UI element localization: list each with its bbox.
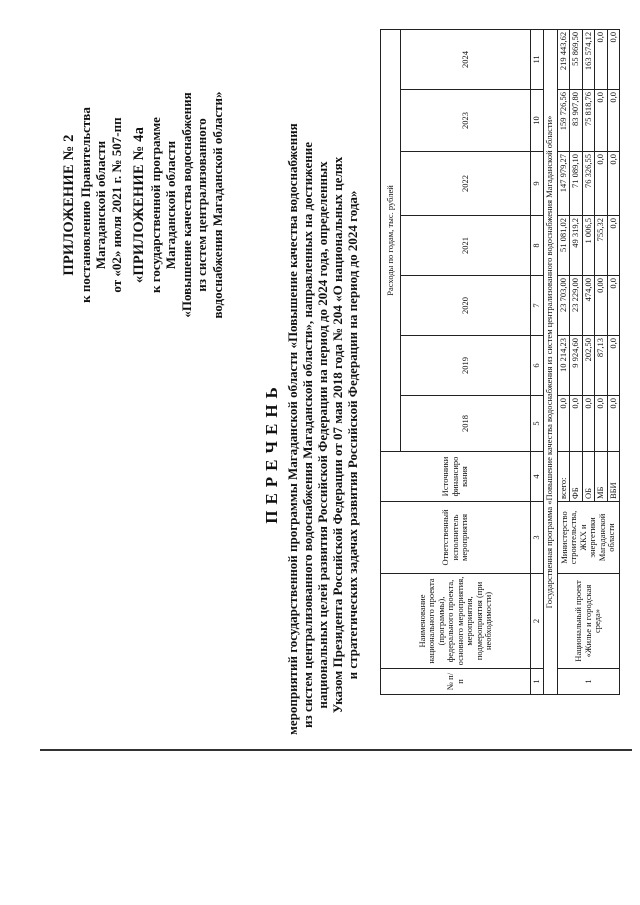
column-number: 2 bbox=[531, 574, 544, 669]
value-cell: 0,0 bbox=[607, 396, 620, 452]
value-cell: 0,0 bbox=[607, 276, 620, 336]
source-cell: ФБ bbox=[570, 452, 583, 502]
annex-block bbox=[62, 5, 225, 405]
program-row: Государственная программа «Повышение качества водоснабжения из систем централизованного водоснабжения Магаданской области» bbox=[543, 29, 557, 694]
project-executor: Министерство строительства, ЖКХ и энергетики Магаданской области bbox=[557, 502, 620, 574]
column-number: 8 bbox=[531, 216, 544, 276]
header-sources: Источники финансиро вания bbox=[381, 452, 531, 502]
value-cell: 755,32 bbox=[595, 216, 608, 276]
value-cell: 51 081,02 bbox=[557, 216, 570, 276]
value-cell: 87,13 bbox=[595, 336, 608, 396]
column-number: 7 bbox=[531, 276, 544, 336]
annex-line: к постановлению Правительства bbox=[77, 107, 93, 303]
value-cell: 71 089,10 bbox=[570, 152, 583, 216]
annex-title: ПРИЛОЖЕНИЕ № 2 bbox=[61, 134, 77, 276]
column-number: 10 bbox=[531, 90, 544, 152]
value-cell: 23 229,00 bbox=[570, 276, 583, 336]
document-title: ПЕРЕЧЕНЬ bbox=[262, 381, 281, 524]
source-cell: МБ bbox=[595, 452, 608, 502]
subtitle-line: Указом Президента Российской Федерации от 07 мая 2018 года № 204 «О национальных целях bbox=[330, 156, 345, 714]
subtitle-line: мероприятий государственной программы Магаданской области «Повышение качества водоснабжения bbox=[285, 123, 300, 735]
value-cell: 83 907,80 bbox=[570, 90, 583, 152]
scan-artifact-line bbox=[40, 749, 632, 751]
expenses-table bbox=[380, 29, 620, 695]
value-cell: 23 703,00 bbox=[557, 276, 570, 336]
value-cell: 0,0 bbox=[595, 90, 608, 152]
value-cell: 0,0 bbox=[595, 29, 608, 89]
value-cell: 0,0 bbox=[607, 152, 620, 216]
value-cell: 0,0 bbox=[607, 29, 620, 89]
header-year: 2021 bbox=[401, 216, 531, 276]
value-cell: 219 443,62 bbox=[557, 29, 570, 89]
annex-line: водоснабжения Магаданской области» bbox=[209, 91, 225, 319]
annex-line: из систем централизованного bbox=[194, 118, 209, 292]
value-cell: 9 924,60 bbox=[570, 336, 583, 396]
value-cell: 202,50 bbox=[582, 336, 595, 396]
table-row bbox=[557, 29, 570, 694]
header-year: 2024 bbox=[401, 29, 531, 89]
subtitle-line: из систем централизованного водоснабжения Магаданской области», направленных на достижение bbox=[300, 142, 315, 728]
annex-line: Магаданской области bbox=[93, 140, 108, 270]
subtitle-line: и стратегических задачах развития Российской Федерации на период до 2024 года» bbox=[345, 190, 360, 680]
header-year: 2023 bbox=[401, 90, 531, 152]
source-cell: всего: bbox=[557, 452, 570, 502]
value-cell: 0,0 bbox=[595, 152, 608, 216]
value-cell: 474,00 bbox=[582, 276, 595, 336]
value-cell: 0,0 bbox=[595, 396, 608, 452]
header-name: Наименование национального проекта (программы), федерального проекта, основного мероприятия, мероприятия, подмероприятия (при необходимости) bbox=[381, 574, 531, 669]
value-cell: 1 006,5 bbox=[582, 216, 595, 276]
column-number: 4 bbox=[531, 452, 544, 502]
project-name: Национальный проект «Жилье и городская среда» bbox=[557, 574, 620, 669]
value-cell: 76 326,55 bbox=[582, 152, 595, 216]
value-cell: 0,0 bbox=[607, 216, 620, 276]
subtitle-line: национальных целей развития Российской Федерации на период до 2024 года, определенных bbox=[315, 161, 330, 709]
annex-line: Магаданской области bbox=[163, 140, 178, 270]
header-year: 2020 bbox=[401, 276, 531, 336]
value-cell: 75 818,76 bbox=[582, 90, 595, 152]
value-cell: 0,0 bbox=[570, 396, 583, 452]
column-number: 3 bbox=[531, 502, 544, 574]
value-cell: 163 574,12 bbox=[582, 29, 595, 89]
column-number: 1 bbox=[531, 669, 544, 695]
value-cell: 10 214,23 bbox=[557, 336, 570, 396]
value-cell: 55 869,50 bbox=[570, 29, 583, 89]
source-cell: ВБИ bbox=[607, 452, 620, 502]
value-cell: 0,00 bbox=[595, 276, 608, 336]
value-cell: 159 726,56 bbox=[557, 90, 570, 152]
annex-line: к государственной программе bbox=[147, 117, 163, 293]
header-year: 2019 bbox=[401, 336, 531, 396]
column-number: 5 bbox=[531, 396, 544, 452]
column-number: 9 bbox=[531, 152, 544, 216]
value-cell: 0,0 bbox=[582, 396, 595, 452]
value-cell: 147 979,27 bbox=[557, 152, 570, 216]
column-number: 6 bbox=[531, 336, 544, 396]
header-num: № п/п bbox=[381, 669, 531, 695]
header-executor: Ответственный исполнитель мероприятия bbox=[381, 502, 531, 574]
value-cell: 0,0 bbox=[557, 396, 570, 452]
value-cell: 0,0 bbox=[607, 336, 620, 396]
header-expenses: Расходы по годам, тыс. рублей bbox=[381, 29, 401, 451]
column-number: 11 bbox=[531, 29, 544, 89]
document-subtitle bbox=[285, 123, 360, 735]
project-num: 1 bbox=[557, 669, 620, 695]
header-year: 2022 bbox=[401, 152, 531, 216]
header-year: 2018 bbox=[401, 396, 531, 452]
annex-subtitle: «ПРИЛОЖЕНИЕ № 4а bbox=[131, 126, 147, 284]
annex-line: «Повышение качества водоснабжения bbox=[178, 92, 194, 318]
annex-date-line: от «02» июля 2021 г. № 507-пп bbox=[108, 117, 124, 293]
value-cell: 49 319,2 bbox=[570, 216, 583, 276]
value-cell: 0,0 bbox=[607, 90, 620, 152]
source-cell: ОБ bbox=[582, 452, 595, 502]
